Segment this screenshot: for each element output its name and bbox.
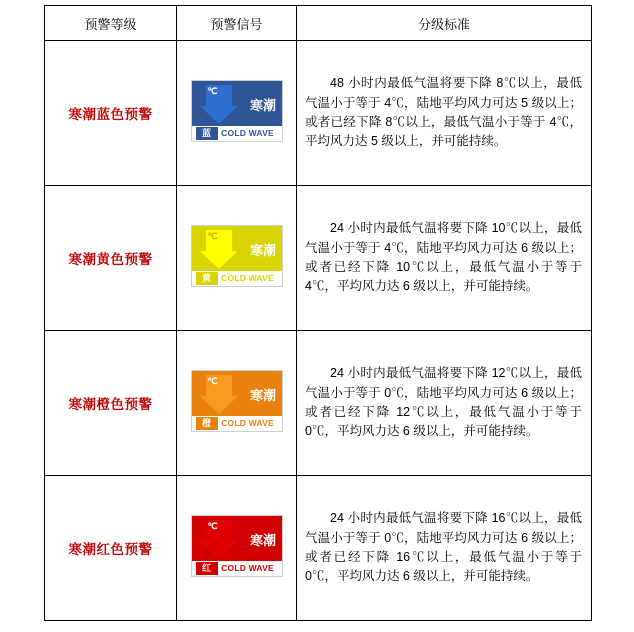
sign-badge: 黄 (196, 272, 218, 285)
warning-signal-cell (177, 41, 297, 186)
warning-level-label: 寒潮橙色预警 (45, 331, 177, 476)
sign-arrow-area (192, 81, 245, 128)
sign-arrow-area (192, 226, 245, 273)
sign-bottom (192, 126, 282, 141)
table-row (45, 476, 592, 621)
criteria-text: 48 小时内最低气温将要下降 8℃以上，最低气温小于等于 4℃，陆地平均风力可达 5 级以上；或者已经下降 8℃以上，最低气温小于等于 4℃，平均风力达 5 级以上，并可能持续。 (305, 76, 582, 149)
arrow-shape (200, 520, 238, 559)
table-row (45, 331, 592, 476)
degree-symbol: ℃ (207, 520, 218, 531)
warning-level-label: 寒潮红色预警 (45, 476, 177, 621)
sign-bottom (192, 271, 282, 286)
sign-top (192, 371, 282, 418)
degree-symbol: ℃ (207, 230, 218, 241)
sign-text-area (245, 516, 282, 563)
sign-text-area (245, 371, 282, 418)
table-header-row (45, 6, 592, 41)
degree-symbol: ℃ (207, 85, 218, 96)
sign-bottom (192, 561, 282, 576)
down-arrow-icon (200, 520, 238, 559)
arrow-shape (200, 85, 238, 124)
cold-wave-blue-sign-icon (191, 80, 283, 142)
sign-text-area (245, 81, 282, 128)
degree-symbol: ℃ (207, 375, 218, 386)
document-page (0, 5, 634, 632)
cold-wave-warning-table (44, 5, 592, 621)
criteria-cell (297, 41, 592, 186)
criteria-cell (297, 476, 592, 621)
down-arrow-icon (200, 85, 238, 124)
column-header-level: 预警等级 (45, 6, 177, 41)
sign-cn-text: 寒潮 (249, 97, 276, 113)
cold-wave-orange-sign-icon (191, 370, 283, 432)
criteria-cell (297, 186, 592, 331)
sign-cn-text: 寒潮 (249, 532, 276, 548)
table-row (45, 41, 592, 186)
sign-top (192, 226, 282, 273)
criteria-cell (297, 331, 592, 476)
arrow-shape (200, 375, 238, 414)
table-header (45, 6, 592, 41)
column-header-signal: 预警信号 (177, 6, 297, 41)
sign-text-area (245, 226, 282, 273)
sign-badge: 蓝 (196, 127, 218, 140)
warning-level-label: 寒潮蓝色预警 (45, 41, 177, 186)
sign-en-text: COLD WAVE (221, 562, 274, 573)
column-header-criteria: 分级标准 (297, 6, 592, 41)
sign-badge: 橙 (196, 417, 218, 430)
down-arrow-icon (200, 375, 238, 414)
sign-en-text: COLD WAVE (221, 272, 274, 283)
arrow-tip (200, 106, 238, 124)
criteria-text: 24 小时内最低气温将要下降 12℃以上，最低气温小于等于 0℃，陆地平均风力可达 6 级以上；或者已经下降 12℃以上，最低气温小于等于 0℃，平均风力达 6 级以上，并可能持续。 (305, 366, 582, 439)
cold-wave-red-sign-icon (191, 515, 283, 577)
arrow-tip (200, 251, 238, 269)
warning-signal-cell (177, 476, 297, 621)
arrow-tip (200, 396, 238, 414)
sign-top (192, 81, 282, 128)
table-body (45, 41, 592, 621)
warning-signal-cell (177, 186, 297, 331)
table-row (45, 186, 592, 331)
sign-cn-text: 寒潮 (249, 387, 276, 403)
sign-badge: 红 (196, 562, 218, 575)
criteria-text: 24 小时内最低气温将要下降 16℃以上，最低气温小于等于 0℃，陆地平均风力可达 6 级以上；或者已经下降 16℃以上，最低气温小于等于 0℃，平均风力达 6 级以上，并可能持续。 (305, 511, 582, 584)
sign-arrow-area (192, 516, 245, 563)
arrow-tip (200, 541, 238, 559)
warning-level-label: 寒潮黄色预警 (45, 186, 177, 331)
sign-en-text: COLD WAVE (221, 417, 274, 428)
criteria-text: 24 小时内最低气温将要下降 10℃以上，最低气温小于等于 4℃，陆地平均风力可达 6 级以上；或者已经下降 10℃以上，最低气温小于等于 4℃，平均风力达 6 级以上，并可能持续。 (305, 221, 582, 294)
warning-signal-cell (177, 331, 297, 476)
sign-en-text: COLD WAVE (221, 127, 274, 138)
sign-cn-text: 寒潮 (249, 242, 276, 258)
cold-wave-yellow-sign-icon (191, 225, 283, 287)
sign-arrow-area (192, 371, 245, 418)
sign-bottom (192, 416, 282, 431)
arrow-shape (200, 230, 238, 269)
sign-top (192, 516, 282, 563)
down-arrow-icon (200, 230, 238, 269)
